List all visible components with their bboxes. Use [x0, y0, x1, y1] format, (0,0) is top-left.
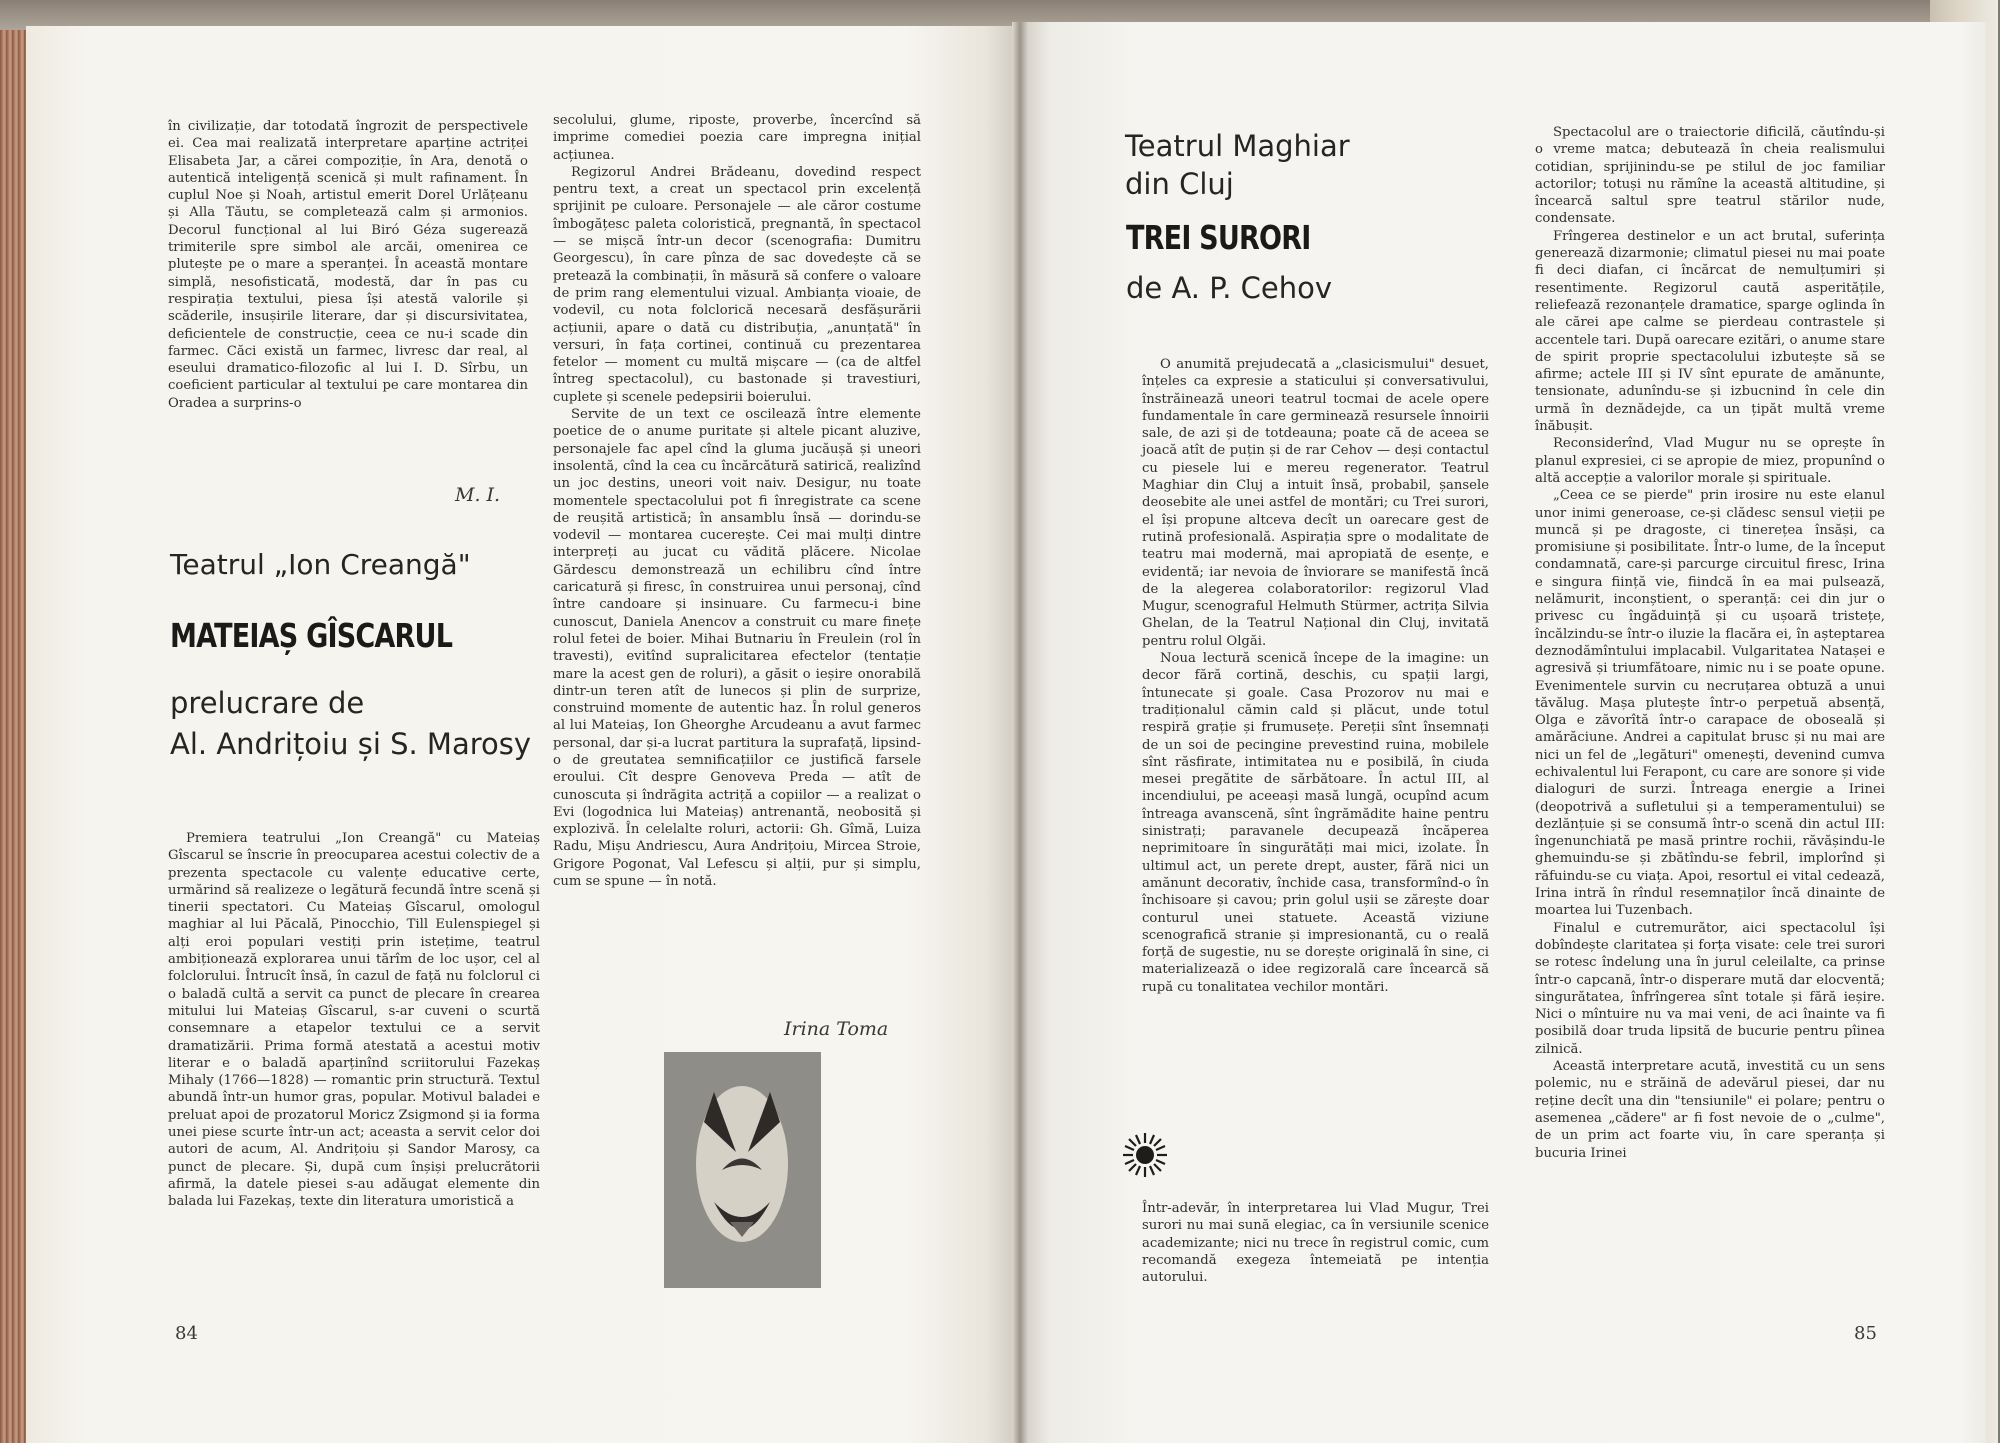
- paragraph: Într-adevăr, în interpretarea lui Vlad Mugur, Trei surori nu mai sună elegiac, ca în versiunile scenice academizante; nici nu trece în registrul comic, cum recomandă exegeza întemeiată pe intenția autorului.: [1142, 1201, 1489, 1286]
- right-column-1-after-ornament: [1142, 1200, 1489, 1286]
- paragraph: Spectacolul are o traiectorie dificilă, căutîndu-și o vreme matca; debutează în cheia realismului cotidian, sprijinindu-se pe stilul de joc familiar actorilor; totuși nu rămîne la această altitudine, și încearcă saltul spre teatrul stărilor nude, condensate.: [1535, 125, 1885, 227]
- adaptation-line-2: Al. Andrițoiu și S. Marosy: [170, 727, 532, 761]
- left-column-1-bottom: [168, 830, 540, 1211]
- play-title: MATEIAȘ GÎSCARUL: [170, 616, 453, 655]
- left-column-2: [553, 112, 921, 890]
- paragraph: Servite de un text ce oscilează între elemente poetice de o anume puritate și altele picant aluzive, personajele fac apel cînd la gluma jucăușă și uneori insolentă, cînd la cea cu încărcătură satirică, realizînd un joc destins, uneori voit naiv. Desigur, nu toate momentele spectacolului pot fi înregistrate ca scene de reușită artistică; în ansamblu însă — dorindu-se vodevil — montarea cucerește. Cei mai mulți dintre interpreți au jucat cu vădită plăcere. Nicolae Gărdescu demonstrează un echilibru cînd între caricatură și firesc, în construirea unui personaj, cînd între candoare și insinuare. Cu farmecu-i bine cunoscut, Daniela Anencov a construit cu mare finețe rolul fetei de boier. Mihai Butnariu în Freulein (rol în travesti), evitînd supralicitarea efectelor (tentație mare la acest gen de roluri), a găsit o ieșire onorabilă dintr-un teren atît de lunecos și plin de surprize, construind momente de autentic haz. În rolul generos al lui Mateiaș, Ion Gheorghe Arcudeanu a avut farmec personal, dar și-a lucrat partitura la suprafață, lipsind-o de greutatea semnificațiilor ce justifică farsele eroului. Cît despre Genoveva Preda — atît de cunoscuta și îndrăgita actriță a copiilor — a realizat o Evi (logodnica lui Mateiaș) antrenantă, neobosită și explozivă. În celelalte roluri, actorii: Gh. Gîmă, Luiza Radu, Mișu Andriescu, Aura Andrițoiu, Mircea Stroie, Grigore Pogonat, Val Lefescu și alții, pur și simplu, cum se spune — în notă.: [553, 407, 921, 890]
- left-column-1-top: [168, 118, 528, 412]
- paragraph: secolului, glume, riposte, proverbe, încercînd să imprime comediei poezia care impregna inițial acțiunea.: [553, 113, 921, 163]
- paragraph: Noua lectură scenică începe de la imagine: un decor fără cortină, deschis, cu spații largi, întunecate și goale. Casa Prozorov nu mai e tradiționalul cămin cald și plăcut, unde totul respiră grație și frumusețe. Pereții sînt însemnați de un soi de pecingine prevestind ruina, mobilele sînt răsfirate, intimitatea nu e posibilă, în ciuda mesei pregătite de sărbătoare. În actul III, al incendiului, pe aceeași masă lungă, ocupînd acum întreaga avanscenă, sînt îngrămădite haine pentru sinistrați; paravanele decupează încăperea neprimitoare în singurătăți mai mici, izolate. În ultimul act, un perete drept, auster, fără nici un amănunt decorativ, închide casa, transformînd-o în închisoare și cavou; prin golul ușii se zărește doar conturul unei statuete. Această viziune scenografică stranie și impresionantă, cu o reală forță de sugestie, nu se dorește originală în sine, ci materializează o idee regizorală care încearcă să rupă cu tonalitatea vechilor montări.: [1142, 651, 1489, 995]
- paragraph: Finalul e cutremurător, aici spectacolul își dobîndește claritatea și forța visate: cele trei surori se rotesc îndelung una în jurul celeilalte, ca prinse într-o capcană, într-o disperare mută dar elocventă; singurătatea, înfrîngerea sînt totale și fără ieșire. Nici o mîntuire nu va mai veni, de aci înainte va fi posibilă doar truda lipsită de bucurie pentru pîinea zilnică.: [1535, 920, 1885, 1057]
- page-edges: [0, 30, 28, 1443]
- paragraph: O anumită prejudecată a „clasicismului" desuet, înțeles ca expresie a staticului și conversativului, înstrăinează uneori teatrul tocmai de acele opere fundamentale în care germinează resursele înnoirii sale, de azi și de totdeauna; poate că de aceea se joacă atît de puțin și de rar Cehov — deși contactul cu piesele lui e mereu regenerator. Teatrul Maghiar din Cluj a intuit însă, probabil, șansele deosebite ale unei astfel de montări; cu Trei surori, el își propune altceva decît un oarecare gest de rutină profesională. Aspirația spre o modalitate de teatru mai modernă, mai apropiată de esențe, e evidentă; iar nevoia de înviorare se manifestă încă de la alegerea colaboratorilor: regizorul Vlad Mugur, scenograful Helmuth Stürmer, actrița Silvia Ghelan, de la Teatrul Național din Cluj, invitată pentru rolul Olgăi.: [1142, 357, 1489, 649]
- sun-ornament-icon: [1120, 1130, 1170, 1180]
- right-column-1: [1142, 356, 1489, 996]
- signature-it: Irina Toma: [784, 1018, 889, 1040]
- paragraph: Reconsiderînd, Vlad Mugur nu se oprește în planul expresiei, ci se apropie de miez, propunînd o altă accepție a valorilor morale și spirituale.: [1535, 436, 1885, 486]
- adaptation-line-1: prelucrare de: [170, 686, 365, 720]
- paragraph: „Ceea ce se pierde" prin irosire nu este elanul unor inimi generoase, ce-și clădesc sensul vieții pe muncă și pe dragoste, ci tinerețea însăși, ca promisiune și posibilitate. Într-o lume, de la început condamnată, care-și parcurge circuitul firesc, Irina e singura ființă vie, fiindcă în ea mai pulsează, nelămurit, inconștient, o speranță: cei din jur o privesc cu îngăduință și cu ușoară tristețe, încălzindu-se într-o iluzie la flacăra ei, în așteptarea deznodămîntului implacabil. Vulgaritatea Natașei e agresivă și triumfătoare, nimic nu i se poate opune. Evenimentele survin cu necruțarea obtuză a unui tăvălug. Mașa plutește într-o perpetuă absență, Olga e zăvorîtă într-o carapace de oboseală și amărăciune. Andrei a capitulat brusc și nu mai are nici un fel de „legături" omenești, devenind cumva echivalentul lui Ferapont, cu care are sonore și vide dialoguri de surzi. Întreaga energie a Irinei (deopotrivă a sufletului și a temperamentului) se dezlănțuie și se consumă într-o scenă din actul III: îngenunchiată pe masă printre rochii, răvășindu-le ghemuindu-se și zbătîndu-se febril, implorînd și răfuindu-se cu viața. Apoi, resortul ei vital cedează, Irina intră în rîndul resemnaților încă dinainte de moartea lui Tuzenbach.: [1535, 488, 1885, 919]
- paragraph: Această interpretare acută, investită cu un sens polemic, nu e străină de adevărul piesei, dar nu reține decît una din "tensiunile" ei polare; pentru o asemenea „cădere" ar fi fost nevoie de o „culme", de un prim act foarte viu, în care speranța și bucuria Irinei: [1535, 1059, 1885, 1161]
- page-number: 84: [175, 1323, 198, 1344]
- right-column-2: [1535, 124, 1885, 1162]
- author-line: de A. P. Cehov: [1126, 271, 1333, 305]
- theatre-title-line-1: Teatrul Maghiar: [1125, 129, 1350, 163]
- paragraph: Regizorul Andrei Brădeanu, dovedind respect pentru text, a creat un spectacol prin excelență sprijinit pe culoare. Personajele — ale căror costume îmbogățesc paleta coloristică, pregnantă, în spectacol — se mișcă într-un decor (scenografia: Dumitru Georgescu), în care pînza de sac dovedește că se pretează la combinații, în măsură să confere o valoare de prim rang elementului vizual. Ambianța vioaie, de vodevil, cu nota folclorică necesară desfășurării acțiunii, apare o dată cu distribuția, „anunțată" în versuri, în fața cortinei, continuă cu prezentarea fetelor — moment cu multă mișcare — (ca de altfel întreg spectacolul), cu bastonade și travestiuri, cuplete și scenele pedepsirii boierului.: [553, 164, 921, 405]
- page-number: 85: [1854, 1323, 1877, 1344]
- paragraph: în civilizație, dar totodată îngrozit de perspectivele ei. Cea mai realizată interpretare aparține actriței Elisabeta Jar, a cărei compoziție, în Ara, denotă o autentică inteligență scenică și mult rafinament. În cuplul Noe și Noah, artistul emerit Dorel Urlățeanu și Alla Tăutu, se completează calm și armonios. Decorul funcțional al lui Biró Géza sugerează trimiterile spre simbol ale arcăi, omenirea ce plutește pe o mare a speranței. În această montare simplă, nesofisticată, modestă, dar în pas cu respirația textului, piesa își atestă valorile și scăderile, insușirile literare, dar și discursivitatea, deficientele de construcție, ceea ce nu-i scade din farmec. Căci există un farmec, livresc dar real, al eseului dramatico-filozofic al lui I. D. Sîrbu, un coeficient particular al textului pe care montarea din Oradea a surprins-o: [168, 119, 528, 411]
- theatre-title-line-2: din Cluj: [1125, 167, 1234, 201]
- play-title: TREI SURORI: [1126, 218, 1311, 257]
- mask-illustration: [664, 1052, 821, 1288]
- paragraph: Premiera teatrului „Ion Creangă" cu Mateiaș Gîscarul se înscrie în preocuparea acestui colectiv de a prezenta spectacole cu valențe educative certe, urmărind să realizeze o legătură fecundă între scenă și tinerii spectatori. Cu Mateiaș Gîscarul, omologul maghiar al lui Păcală, Pinocchio, Till Eulenspiegel și alți eroi populari vestiți prin istețime, teatrul ambiționează explorarea unui tărîm de loc ușor, cel al folclorului. Întrucît însă, în cazul de față nu folclorul ci o baladă cultă a servit ca punct de plecare în crearea mitului lui Mateiaș Gîscarul, s-ar cuveni o scurtă consemnare a etapelor textului ce a servit dramatizării. Prima formă atestată a acestui motiv literar e o baladă aparținînd scriitorului Fazekaș Mihaly (1766—1828) — romantic prin structură. Textul abundă într-un humor gras, popular. Motivul baladei e preluat apoi de prozatorul Moricz Zsigmond și ia forma unei piese scurte într-un act; aceasta a servit celor doi autori de acum, Al. Andrițoiu și Sandor Marosy, ca punct de plecare. Și, după cum înșiși prelucrătorii afirmă, la datele piesei s-au adăugat elemente din balada lui Fazekaș, texte din literatura umoristică a: [168, 831, 540, 1210]
- paragraph: Frîngerea destinelor e un act brutal, suferința generează dizarmonie; climatul piesei nu mai poate fi deci diafan, ci încărcat de nemulțumiri și resentimente. Regizorul caută asperitățile, reliefează rezonanțele dramatice, sparge oglinda în ale cărei ape calme se pierdeau contrastele și accentele tari. După oarecare ezitări, o anume stare de spirit proprie spectacolului izbutește să se afirme; actele III și IV sînt epurate de amănunte, tensionate, adunîndu-se și izbucnind în cele din urmă în deznădejde, ca un țipăt multă vreme înăbușit.: [1535, 228, 1885, 435]
- theatre-title: Teatrul „Ion Creangă": [170, 548, 471, 581]
- signature-mi: M. I.: [455, 484, 501, 506]
- gutter: [1012, 22, 1028, 1443]
